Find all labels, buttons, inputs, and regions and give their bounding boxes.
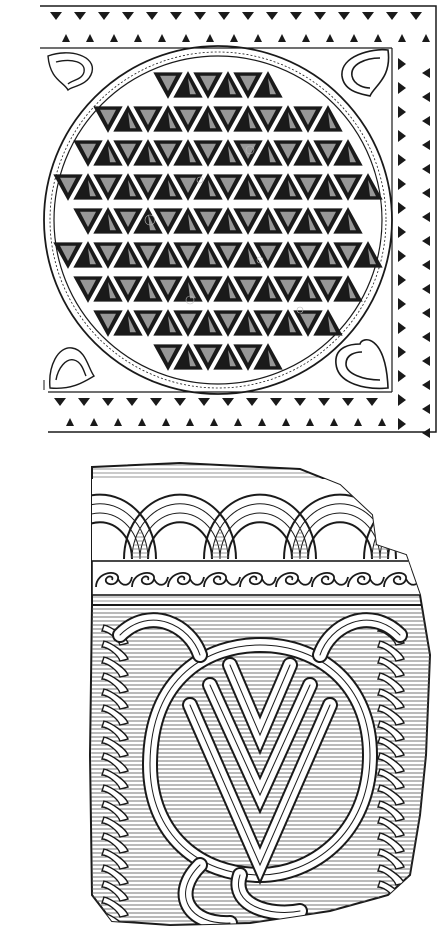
border-triangle xyxy=(314,12,326,20)
border-triangle xyxy=(422,212,430,222)
border-triangle xyxy=(246,398,258,406)
border-triangle xyxy=(378,418,386,426)
border-triangle xyxy=(98,12,110,20)
border-triangle xyxy=(398,346,406,358)
border-triangle xyxy=(150,398,162,406)
border-triangle xyxy=(294,398,306,406)
border-triangle xyxy=(422,356,430,366)
border-triangle xyxy=(254,34,262,42)
border-triangle xyxy=(398,130,406,142)
border-triangle xyxy=(318,398,330,406)
border-triangle xyxy=(146,12,158,20)
border-triangle xyxy=(422,140,430,150)
border-triangle xyxy=(198,398,210,406)
border-triangle xyxy=(270,398,282,406)
border-triangle xyxy=(122,12,134,20)
corner-heart-bottom-right xyxy=(336,340,388,389)
border-triangle xyxy=(302,34,310,42)
border-triangle xyxy=(194,12,206,20)
border-triangle xyxy=(330,418,338,426)
border-triangle xyxy=(86,34,94,42)
border-triangle xyxy=(398,202,406,214)
border-triangle xyxy=(398,394,406,406)
border-triangle xyxy=(422,380,430,390)
border-triangle xyxy=(422,188,430,198)
border-triangle xyxy=(422,308,430,318)
border-triangle xyxy=(354,418,362,426)
border-triangle xyxy=(342,398,354,406)
border-triangle xyxy=(366,398,378,406)
border-triangle xyxy=(210,418,218,426)
interlace-panel xyxy=(92,605,432,929)
corner-heart-top-left xyxy=(48,53,92,90)
border-triangle xyxy=(350,34,358,42)
border-triangle xyxy=(138,418,146,426)
border-triangle xyxy=(74,12,86,20)
border-triangle xyxy=(174,398,186,406)
border-triangle xyxy=(326,34,334,42)
border-triangle xyxy=(102,398,114,406)
border-triangle xyxy=(398,34,406,42)
triangle-lattice xyxy=(54,72,382,370)
border-triangle xyxy=(398,370,406,382)
border-triangle xyxy=(62,34,70,42)
border-triangle xyxy=(66,418,74,426)
border-triangle xyxy=(266,12,278,20)
border-triangle xyxy=(398,250,406,262)
border-triangle xyxy=(78,398,90,406)
border-triangle xyxy=(422,116,430,126)
border-triangle xyxy=(134,34,142,42)
border-triangle xyxy=(422,68,430,78)
border-triangle xyxy=(242,12,254,20)
corner-heart-top-right xyxy=(342,50,389,96)
border-triangle xyxy=(170,12,182,20)
border-triangle xyxy=(258,418,266,426)
border-triangle xyxy=(410,12,422,20)
border-triangle xyxy=(398,154,406,166)
border-triangle xyxy=(306,418,314,426)
border-triangle xyxy=(422,284,430,294)
border-triangle xyxy=(398,178,406,190)
border-triangle xyxy=(230,34,238,42)
arch-band xyxy=(44,479,440,569)
border-triangle xyxy=(422,404,430,414)
border-triangle xyxy=(222,398,234,406)
border-triangle xyxy=(422,428,430,438)
border-triangle xyxy=(422,92,430,102)
border-triangle xyxy=(374,34,382,42)
border-triangle xyxy=(362,12,374,20)
border-triangle xyxy=(186,418,194,426)
rope-twist xyxy=(378,913,404,929)
border-triangle xyxy=(90,418,98,426)
border-triangle xyxy=(110,34,118,42)
border-triangle xyxy=(398,274,406,286)
interlace-fragment-figure xyxy=(0,455,440,929)
border-triangle xyxy=(398,418,406,430)
border-triangle xyxy=(162,418,170,426)
scroll-frieze xyxy=(92,561,432,595)
border-triangle xyxy=(206,34,214,42)
corner-heart-bottom-left xyxy=(50,348,94,388)
border-triangle xyxy=(422,34,430,42)
border-triangle xyxy=(182,34,190,42)
border-triangle xyxy=(114,418,122,426)
border-triangle xyxy=(290,12,302,20)
border-triangle xyxy=(398,82,406,94)
border-triangle xyxy=(398,322,406,334)
border-triangle xyxy=(126,398,138,406)
border-triangle xyxy=(386,12,398,20)
border-triangle xyxy=(422,260,430,270)
border-triangle xyxy=(218,12,230,20)
border-triangle xyxy=(398,226,406,238)
border-triangle xyxy=(54,398,66,406)
border-triangle xyxy=(398,58,406,70)
border-triangle xyxy=(50,12,62,20)
carved-slab-figure xyxy=(0,0,440,440)
border-triangle xyxy=(338,12,350,20)
rope-twist xyxy=(378,897,404,917)
border-triangle xyxy=(422,332,430,342)
border-triangle xyxy=(422,236,430,246)
border-triangle xyxy=(282,418,290,426)
border-triangle xyxy=(422,164,430,174)
border-triangle xyxy=(398,106,406,118)
border-triangle xyxy=(234,418,242,426)
border-triangle xyxy=(398,298,406,310)
border-triangle xyxy=(158,34,166,42)
border-triangle xyxy=(278,34,286,42)
